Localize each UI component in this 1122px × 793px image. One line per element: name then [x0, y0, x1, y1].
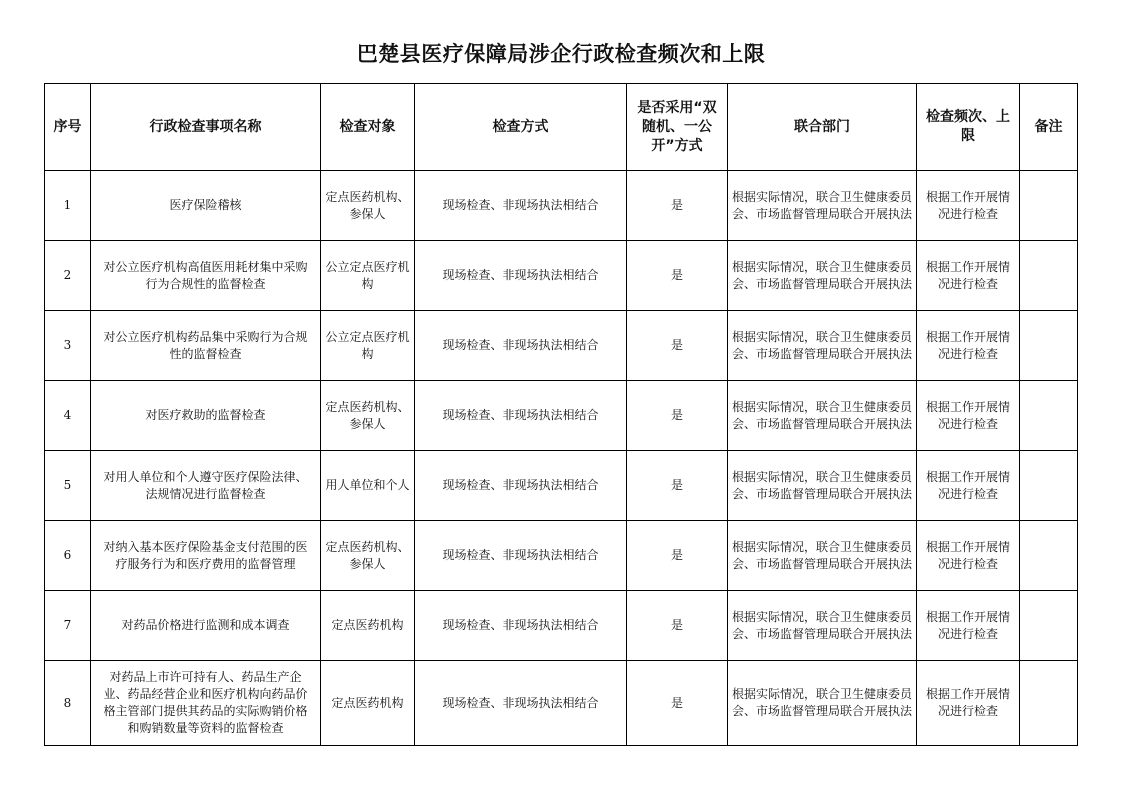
cell-object: 定点医药机构、参保人	[321, 171, 415, 241]
cell-freq: 根据工作开展情况进行检查	[917, 381, 1020, 451]
header-note: 备注	[1020, 84, 1078, 171]
cell-item: 对公立医疗机构高值医用耗材集中采购行为合规性的监督检查	[91, 241, 321, 311]
cell-method: 现场检查、非现场执法相结合	[415, 241, 627, 311]
cell-note	[1020, 381, 1078, 451]
cell-object: 定点医药机构	[321, 591, 415, 661]
cell-freq: 根据工作开展情况进行检查	[917, 451, 1020, 521]
cell-method: 现场检查、非现场执法相结合	[415, 661, 627, 746]
cell-note	[1020, 521, 1078, 591]
cell-dept: 根据实际情况，联合卫生健康委员会、市场监督管理局联合开展执法	[728, 451, 917, 521]
cell-method: 现场检查、非现场执法相结合	[415, 311, 627, 381]
header-method: 检查方式	[415, 84, 627, 171]
table-header-row	[45, 84, 1078, 171]
header-dept: 联合部门	[728, 84, 917, 171]
cell-note	[1020, 311, 1078, 381]
cell-dept: 根据实际情况，联合卫生健康委员会、市场监督管理局联合开展执法	[728, 591, 917, 661]
inspection-table	[44, 83, 1078, 746]
cell-no: 5	[45, 451, 91, 521]
header-no: 序号	[45, 84, 91, 171]
document-title: 巴楚县医疗保障局涉企行政检查频次和上限	[356, 41, 766, 66]
table-row	[45, 381, 1078, 451]
cell-random: 是	[627, 241, 728, 311]
cell-freq: 根据工作开展情况进行检查	[917, 241, 1020, 311]
cell-method: 现场检查、非现场执法相结合	[415, 451, 627, 521]
cell-object: 定点医药机构	[321, 661, 415, 746]
cell-method: 现场检查、非现场执法相结合	[415, 381, 627, 451]
cell-method: 现场检查、非现场执法相结合	[415, 171, 627, 241]
cell-freq: 根据工作开展情况进行检查	[917, 591, 1020, 661]
header-object: 检查对象	[321, 84, 415, 171]
cell-freq: 根据工作开展情况进行检查	[917, 311, 1020, 381]
cell-object: 定点医药机构、参保人	[321, 521, 415, 591]
cell-item: 对纳入基本医疗保险基金支付范围的医疗服务行为和医疗费用的监督管理	[91, 521, 321, 591]
cell-freq: 根据工作开展情况进行检查	[917, 661, 1020, 746]
cell-dept: 根据实际情况，联合卫生健康委员会、市场监督管理局联合开展执法	[728, 521, 917, 591]
cell-note	[1020, 591, 1078, 661]
table-row	[45, 661, 1078, 746]
cell-dept: 根据实际情况，联合卫生健康委员会、市场监督管理局联合开展执法	[728, 381, 917, 451]
header-item: 行政检查事项名称	[91, 84, 321, 171]
cell-note	[1020, 451, 1078, 521]
cell-dept: 根据实际情况，联合卫生健康委员会、市场监督管理局联合开展执法	[728, 311, 917, 381]
cell-dept: 根据实际情况，联合卫生健康委员会、市场监督管理局联合开展执法	[728, 661, 917, 746]
cell-item: 对医疗救助的监督检查	[91, 381, 321, 451]
cell-no: 1	[45, 171, 91, 241]
cell-item: 对药品上市许可持有人、药品生产企业、药品经营企业和医疗机构向药品价格主管部门提供其药品的实际购销价格和购销数量等资料的监督检查	[91, 661, 321, 746]
cell-object: 用人单位和个人	[321, 451, 415, 521]
cell-no: 6	[45, 521, 91, 591]
table-row	[45, 171, 1078, 241]
cell-freq: 根据工作开展情况进行检查	[917, 171, 1020, 241]
cell-item: 对用人单位和个人遵守医疗保险法律、法规情况进行监督检查	[91, 451, 321, 521]
cell-random: 是	[627, 381, 728, 451]
cell-no: 8	[45, 661, 91, 746]
table-row	[45, 591, 1078, 661]
cell-no: 7	[45, 591, 91, 661]
cell-note	[1020, 171, 1078, 241]
cell-item: 医疗保险稽核	[91, 171, 321, 241]
cell-random: 是	[627, 451, 728, 521]
cell-note	[1020, 661, 1078, 746]
cell-freq: 根据工作开展情况进行检查	[917, 521, 1020, 591]
cell-method: 现场检查、非现场执法相结合	[415, 521, 627, 591]
cell-random: 是	[627, 311, 728, 381]
table-row	[45, 521, 1078, 591]
cell-no: 3	[45, 311, 91, 381]
header-random: 是否采用“双随机、一公开”方式	[627, 84, 728, 171]
cell-no: 4	[45, 381, 91, 451]
cell-method: 现场检查、非现场执法相结合	[415, 591, 627, 661]
table-row	[45, 451, 1078, 521]
cell-note	[1020, 241, 1078, 311]
cell-dept: 根据实际情况，联合卫生健康委员会、市场监督管理局联合开展执法	[728, 171, 917, 241]
cell-random: 是	[627, 591, 728, 661]
header-freq: 检查频次、上限	[917, 84, 1020, 171]
cell-object: 定点医药机构、参保人	[321, 381, 415, 451]
cell-item: 对公立医疗机构药品集中采购行为合规性的监督检查	[91, 311, 321, 381]
cell-random: 是	[627, 521, 728, 591]
cell-object: 公立定点医疗机构	[321, 241, 415, 311]
cell-object: 公立定点医疗机构	[321, 311, 415, 381]
table-row	[45, 241, 1078, 311]
cell-random: 是	[627, 661, 728, 746]
cell-item: 对药品价格进行监测和成本调查	[91, 591, 321, 661]
table-row	[45, 311, 1078, 381]
cell-random: 是	[627, 171, 728, 241]
cell-dept: 根据实际情况，联合卫生健康委员会、市场监督管理局联合开展执法	[728, 241, 917, 311]
cell-no: 2	[45, 241, 91, 311]
